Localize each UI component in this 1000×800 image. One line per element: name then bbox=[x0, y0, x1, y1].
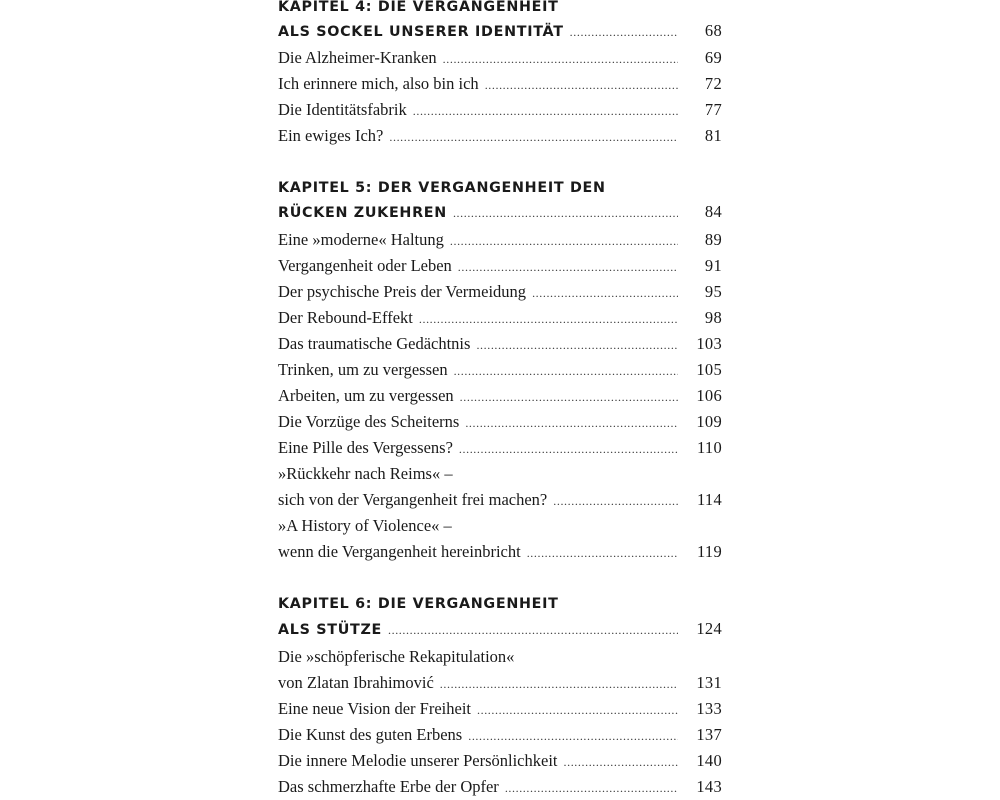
dot-leader bbox=[389, 125, 678, 149]
dot-leader bbox=[505, 776, 678, 800]
page-number: 68 bbox=[704, 21, 722, 40]
toc-entry[interactable] bbox=[278, 254, 722, 278]
chapter-heading-line: ALS SOCKEL UNSERER IDENTITÄT bbox=[278, 24, 564, 40]
toc-entry[interactable] bbox=[278, 749, 722, 773]
entry-title: Ich erinnere mich, also bin ich bbox=[278, 74, 479, 93]
entry-title: Die »schöpferische Rekapitulation« bbox=[278, 647, 515, 666]
toc-entry[interactable] bbox=[278, 723, 722, 747]
toc-entry[interactable] bbox=[278, 46, 722, 70]
toc-entry[interactable] bbox=[278, 488, 722, 512]
chapter-heading-line: KAPITEL 5: DER VERGANGENHEIT DEN bbox=[278, 180, 606, 196]
chapter-4-heading-row[interactable] bbox=[278, 19, 722, 43]
dot-leader bbox=[476, 333, 678, 357]
page-number: 110 bbox=[696, 438, 722, 457]
page-number: 72 bbox=[704, 74, 722, 93]
dot-leader bbox=[468, 724, 678, 748]
entry-title: von Zlatan Ibrahimović bbox=[278, 673, 434, 692]
page-number: 133 bbox=[696, 699, 722, 718]
toc-entry[interactable] bbox=[278, 671, 722, 695]
dot-leader bbox=[570, 20, 678, 44]
page-number: 95 bbox=[704, 282, 722, 301]
chapter-heading-line: RÜCKEN ZUKEHREN bbox=[278, 205, 447, 221]
page-number: 84 bbox=[704, 202, 722, 221]
chapter-5-heading bbox=[278, 176, 722, 200]
entry-title: Die Identitätsfabrik bbox=[278, 100, 407, 119]
toc-entry[interactable] bbox=[278, 358, 722, 382]
page-number: 106 bbox=[696, 386, 722, 405]
entry-title: Eine neue Vision der Freiheit bbox=[278, 699, 471, 718]
page-number: 105 bbox=[696, 360, 722, 379]
page-number: 77 bbox=[704, 100, 722, 119]
entry-title: Die Alzheimer-Kranken bbox=[278, 48, 437, 67]
toc-entry[interactable] bbox=[278, 280, 722, 304]
dot-leader bbox=[485, 73, 678, 97]
toc-entry[interactable] bbox=[278, 436, 722, 460]
page-number: 140 bbox=[696, 751, 722, 770]
toc-entry[interactable] bbox=[278, 98, 722, 122]
chapter-heading-line: KAPITEL 6: DIE VERGANGENHEIT bbox=[278, 596, 559, 612]
page-number: 109 bbox=[696, 412, 722, 431]
dot-leader bbox=[553, 489, 678, 513]
toc-entry[interactable] bbox=[278, 384, 722, 408]
dot-leader bbox=[459, 437, 678, 461]
dot-leader bbox=[454, 359, 678, 383]
toc-entry[interactable] bbox=[278, 540, 722, 564]
toc-entry[interactable] bbox=[278, 228, 722, 252]
toc-entry[interactable] bbox=[278, 775, 722, 799]
entry-title: Die Kunst des guten Erbens bbox=[278, 725, 463, 744]
dot-leader bbox=[465, 411, 678, 435]
entry-title: Das traumatische Gedächtnis bbox=[278, 334, 471, 353]
entry-title: Arbeiten, um zu vergessen bbox=[278, 386, 454, 405]
toc-entry[interactable] bbox=[278, 72, 722, 96]
page-number: 119 bbox=[696, 542, 722, 561]
toc-entry[interactable] bbox=[278, 697, 722, 721]
page-number: 69 bbox=[704, 48, 722, 67]
toc-entry[interactable] bbox=[278, 124, 722, 148]
page-number: 81 bbox=[704, 126, 722, 145]
page-number: 131 bbox=[696, 673, 722, 692]
chapter-4-heading bbox=[278, 0, 722, 19]
dot-leader bbox=[532, 281, 678, 305]
toc-entry[interactable] bbox=[278, 306, 722, 330]
dot-leader bbox=[460, 385, 678, 409]
entry-title: Eine Pille des Vergessens? bbox=[278, 438, 453, 457]
chapter-6-heading bbox=[278, 592, 722, 616]
page-number: 91 bbox=[704, 256, 722, 275]
entry-title: »Rückkehr nach Reims« – bbox=[278, 464, 453, 483]
dot-leader bbox=[453, 201, 678, 225]
entry-title: Eine »moderne« Haltung bbox=[278, 230, 444, 249]
page-number: 124 bbox=[696, 619, 722, 638]
entry-title: »A History of Violence« – bbox=[278, 516, 452, 535]
entry-title: sich von der Vergangenheit frei machen? bbox=[278, 490, 548, 509]
dot-leader bbox=[527, 541, 678, 565]
toc-entry[interactable] bbox=[278, 332, 722, 356]
entry-title: Das schmerzhafte Erbe der Opfer bbox=[278, 777, 499, 796]
dot-leader bbox=[413, 99, 678, 123]
toc-entry-first-line[interactable] bbox=[278, 645, 722, 669]
entry-title: Die Vorzüge des Scheiterns bbox=[278, 412, 460, 431]
page-number: 89 bbox=[704, 230, 722, 249]
dot-leader bbox=[564, 750, 679, 774]
page-number: 98 bbox=[704, 308, 722, 327]
entry-title: wenn die Vergangenheit hereinbricht bbox=[278, 542, 521, 561]
entry-title: Der Rebound-Effekt bbox=[278, 308, 413, 327]
entry-title: Der psychische Preis der Vermeidung bbox=[278, 282, 527, 301]
entry-title: Ein ewiges Ich? bbox=[278, 126, 384, 145]
toc-entry[interactable] bbox=[278, 410, 722, 434]
dot-leader bbox=[458, 255, 678, 279]
page-number: 137 bbox=[696, 725, 722, 744]
chapter-heading-line: KAPITEL 4: DIE VERGANGENHEIT bbox=[278, 0, 559, 15]
chapter-6-heading-row[interactable] bbox=[278, 617, 722, 641]
page-number: 114 bbox=[696, 490, 722, 509]
entry-title: Die innere Melodie unserer Persönlichkeit bbox=[278, 751, 558, 770]
dot-leader bbox=[450, 229, 678, 253]
chapter-5-heading-row[interactable] bbox=[278, 200, 722, 224]
entry-title: Trinken, um zu vergessen bbox=[278, 360, 448, 379]
page-number: 103 bbox=[696, 334, 722, 353]
dot-leader bbox=[477, 698, 678, 722]
page-number: 143 bbox=[696, 777, 722, 796]
dot-leader bbox=[443, 47, 678, 71]
toc-entry-first-line[interactable] bbox=[278, 514, 722, 538]
toc-entry-first-line[interactable] bbox=[278, 462, 722, 486]
dot-leader bbox=[388, 618, 678, 642]
chapter-heading-line: ALS STÜTZE bbox=[278, 622, 382, 638]
dot-leader bbox=[440, 672, 678, 696]
entry-title: Vergangenheit oder Leben bbox=[278, 256, 452, 275]
dot-leader bbox=[419, 307, 678, 331]
